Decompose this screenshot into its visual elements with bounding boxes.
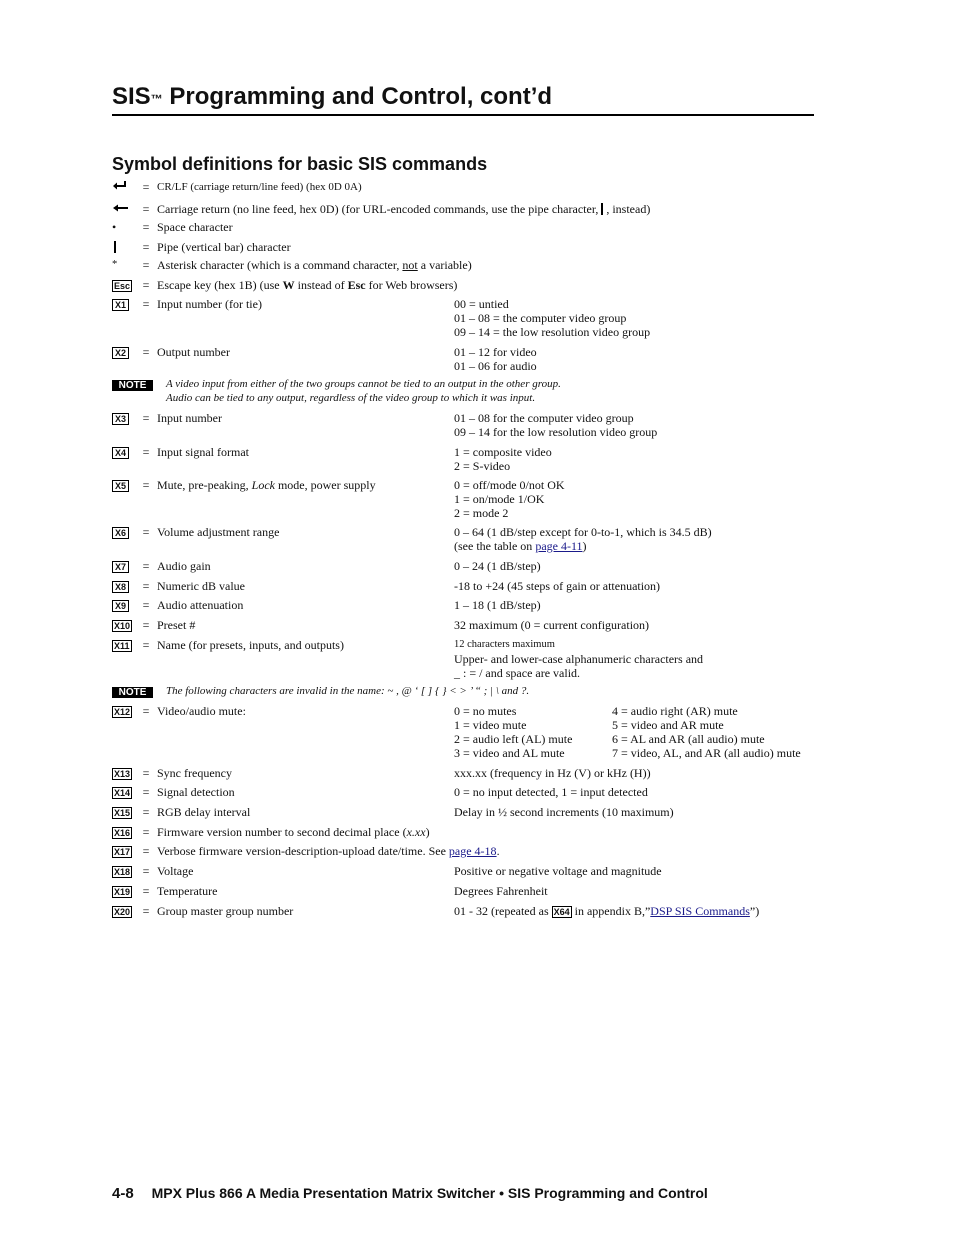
variable-description: Signal detection	[157, 785, 235, 799]
variable-description: Name (for presets, inputs, and outputs)	[157, 638, 344, 652]
variable-symbol: X10	[114, 621, 131, 631]
symbol-description: Pipe (vertical bar) character	[157, 240, 291, 254]
variable-description: Voltage	[157, 864, 194, 878]
variable-values: 0 – 24 (1 dB/step)	[454, 559, 541, 573]
variable-symbol: X9	[112, 600, 129, 612]
variable-symbol: X15	[114, 808, 131, 818]
mute-values-grid: 0 = no mutes 4 = audio right (AR) mute 1 = video mute 5 = video and AR mute 2 = audio left (AL) mute 6 = AL and AR (all audio) mute 3 = video and AL mute 7 = video, AL, and AR (all audio) mute	[454, 704, 801, 760]
variable-values: Degrees Fahrenheit	[454, 884, 548, 898]
footer-text: MPX Plus 866 A Media Presentation Matrix Switcher • SIS Programming and Control	[151, 1185, 708, 1201]
variable-symbol: X13	[114, 769, 131, 779]
variable-description: Output number	[157, 345, 230, 359]
variable-symbol: X5	[112, 480, 129, 492]
variable-symbol: X11	[114, 641, 130, 651]
variable-description: Firmware version number to second decimal place (x.xx)	[157, 825, 430, 839]
bullet-symbol: •	[112, 220, 117, 234]
variable-values: 00 = untied 01 – 08 = the computer video group 09 – 14 = the low resolution video group	[454, 297, 651, 339]
variable-values: xxx.xx (frequency in Hz (V) or kHz (H))	[454, 766, 651, 780]
variable-description: Preset #	[157, 618, 196, 632]
page-link-4-18[interactable]: page 4-18	[448, 844, 497, 858]
variable-values: Delay in ½ second increments (10 maximum)	[454, 805, 674, 819]
variable-symbol: X2	[112, 347, 129, 359]
note-video-groups	[112, 377, 832, 404]
esc-key-symbol: Esc	[114, 281, 131, 291]
variable-description: Audio gain	[157, 559, 211, 573]
variable-description: Input number (for tie)	[157, 297, 262, 311]
variable-description: Numeric dB value	[157, 579, 245, 593]
variable-symbol: X7	[112, 561, 129, 573]
variable-symbol: X12	[114, 707, 131, 717]
asterisk-symbol: *	[112, 259, 118, 270]
variable-values: 0 = off/mode 0/not OK 1 = on/mode 1/OK 2 = mode 2	[454, 478, 565, 520]
page-number: 4-8	[112, 1185, 134, 1202]
variable-description: Verbose firmware version-description-upload date/time. See page 4-18.	[157, 844, 500, 858]
variable-description: Mute, pre-peaking, Lock mode, power supply	[157, 478, 376, 492]
section-title: Symbol definitions for basic SIS commands	[112, 154, 488, 174]
page-link-4-11[interactable]: page 4-11	[535, 539, 583, 553]
page-footer	[112, 1184, 708, 1203]
note-text: The following characters are invalid in the name: ~ , @ ‘ [ ] { } < > ’ “ ; | \ and ?.	[166, 685, 530, 697]
variable-values: 32 maximum (0 = current configuration)	[454, 618, 650, 632]
variable-values: Positive or negative voltage and magnitude	[454, 864, 662, 878]
variable-values: 1 – 18 (1 dB/step)	[454, 598, 541, 612]
variable-symbol: X14	[114, 788, 131, 798]
variable-description: RGB delay interval	[157, 805, 251, 819]
variable-values: 01 – 08 for the computer video group 09 – 14 for the low resolution video group	[454, 411, 658, 439]
variable-symbol: X4	[112, 447, 129, 459]
variable-description: Video/audio mute:	[157, 704, 246, 718]
symbol-description: Asterisk character (which is a command character, not a variable)	[157, 258, 472, 272]
variable-symbol: X8	[112, 581, 129, 593]
symbol-description: Carriage return (no line feed, hex 0D) (for URL-encoded commands, use the pipe character, , instead)	[157, 202, 651, 216]
variable-values: 0 – 64 (1 dB/step except for 0-to-1, which is 34.5 dB) (see the table on page 4-11)	[454, 525, 712, 553]
left-arrow-icon	[112, 202, 140, 216]
note-badge: NOTE	[112, 687, 153, 698]
variable-symbol: X1	[112, 299, 129, 311]
symbol-description: Escape key (hex 1B) (use W instead of Esc for Web browsers)	[157, 278, 458, 292]
variable-symbol: X20	[114, 907, 131, 917]
variable-description: Input signal format	[157, 445, 249, 459]
variable-values: 01 - 32 (repeated as X64 in appendix B,”DSP SIS Commands”)	[454, 904, 760, 918]
pipe-icon	[112, 240, 140, 254]
variable-values: 0 = no input detected, 1 = input detected	[454, 785, 648, 799]
variable-values: 12 characters maximum Upper- and lower-case alphanumeric characters and _ : = / and space are valid.	[454, 639, 704, 680]
variable-symbol: X19	[114, 887, 131, 897]
variable-symbol: X6	[112, 527, 129, 539]
variable-symbol: X18	[114, 867, 131, 877]
variable-symbol: X16	[114, 828, 131, 838]
variable-symbol-x64: X64	[553, 907, 570, 917]
pipe-icon	[601, 203, 603, 215]
variable-symbol: X3	[112, 413, 129, 425]
variable-description: Temperature	[157, 884, 218, 898]
variable-description: Volume adjustment range	[157, 525, 280, 539]
variable-values: 1 = composite video 2 = S-video	[454, 445, 552, 473]
symbol-description: Space character	[157, 220, 233, 234]
return-arrow-icon	[112, 180, 140, 194]
variable-description: Input number	[157, 411, 222, 425]
variable-description: Group master group number	[157, 904, 294, 918]
note-text: A video input from either of the two groups cannot be tied to an output in the other group. Audio can be tied to any output, regardless of the video group to which it was input.	[166, 378, 561, 404]
variable-values: -18 to +24 (45 steps of gain or attenuation)	[454, 579, 661, 593]
symbol-description: CR/LF (carriage return/line feed) (hex 0D 0A)	[157, 181, 362, 193]
page-title: SIS™ Programming and Control, cont’d	[112, 80, 814, 116]
dsp-sis-commands-link[interactable]: DSP SIS Commands	[650, 904, 750, 918]
note-invalid-characters	[112, 684, 832, 698]
variable-description: Audio attenuation	[157, 598, 244, 612]
variable-description: Sync frequency	[157, 766, 232, 780]
variable-values: 01 – 12 for video 01 – 06 for audio	[454, 345, 537, 373]
note-badge: NOTE	[112, 380, 153, 391]
variable-symbol: X17	[114, 847, 131, 857]
